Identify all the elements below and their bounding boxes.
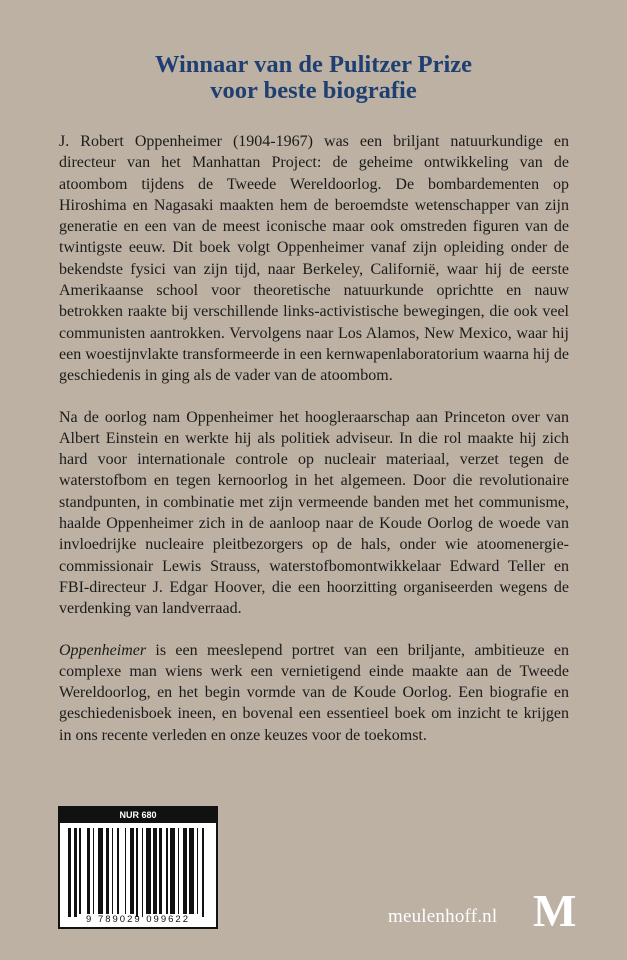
book-title-italic: Oppenheimer xyxy=(59,641,147,659)
barcode-bar xyxy=(136,828,138,917)
isbn-barcode xyxy=(58,806,218,929)
barcode-bar xyxy=(178,828,180,914)
barcode-bar xyxy=(106,828,109,914)
barcode-bar xyxy=(125,828,127,914)
barcode-bar xyxy=(170,828,175,914)
barcode-bar xyxy=(74,828,77,917)
barcode-bar xyxy=(183,828,186,914)
barcode-bar xyxy=(117,828,119,914)
barcode-bar xyxy=(159,828,162,914)
nur-code: NUR 680 xyxy=(60,808,216,823)
barcode-bar xyxy=(146,828,151,914)
barcode-bar xyxy=(68,828,71,917)
barcode-bar xyxy=(87,828,90,914)
publisher-website: meulenhoff.nl xyxy=(388,906,498,927)
blurb-paragraph-2: Na de oorlog nam Oppenheimer het hoogleraarschap aan Princeton over van Albert Einstein en werkte hij als politiek adviseur. In die rol maakte hij zich hard voor internationale controle op nucleair materiaal, verzet tegen de waterstofbom en tegen kernoorlog in het algemeen. Door die revolutionaire standpunten, in combinatie met zijn vermeende banden met het communisme, haalde Oppenheimer zich in de aanloop naar de Koude Oorlog de woede van invloedrijke nucleaire pleitbezorgers op de hals, onder wie atoomenergie-commissionair Lewis Strauss, waterstofbomontwikkelaar Edward Teller en FBI-directeur J. Edgar Hoover, die een hoorzitting organiseerden wegens de verdenking van landverraad. xyxy=(59,408,569,618)
barcode-bar xyxy=(197,828,199,914)
barcode-bar xyxy=(112,828,114,914)
blurb xyxy=(59,131,569,746)
barcode-bar xyxy=(98,828,103,914)
headline-line-1: Winnaar van de Pulitzer Prize xyxy=(154,51,473,78)
barcode-bar xyxy=(202,828,204,917)
headline-line-2: voor beste biografie xyxy=(210,77,417,104)
barcode-bar xyxy=(79,828,81,914)
barcode-bar xyxy=(130,828,133,914)
barcode-bar xyxy=(189,828,194,914)
blurb-paragraph-3-text: is een meeslepend portret van een briljante, ambitieuze en complexe man wiens werk een vernietigend einde maakte aan de Tweede Wereldoorlog, en het begin vormde van de Koude Oorlog. Een biografie en geschiedenisboek ineen, en bovenal een essentieel boek om inzicht te krijgen in ons recente verleden en onze keuzes voor de toekomst. xyxy=(59,641,569,744)
isbn-digits: 9 789029 099622 xyxy=(86,914,190,925)
barcode-bar xyxy=(142,828,144,917)
barcode-bar xyxy=(153,828,156,914)
blurb-paragraph-1: J. Robert Oppenheimer (1904-1967) was een briljant natuurkundige en directeur van het Manhattan Project: de geheime ontwikkeling van de atoombom tijdens de Tweede Wereldoorlog. De bombardementen op Hiroshima en Nagasaki maakten hem de beroemdste wetenschapper van zijn generatie en een van de meest iconische maar ook omstreden figuren van de twintigste eeuw. Dit boek volgt Oppenheimer vanaf zijn opleiding onder de bekendste fysici van zijn tijd, naar Berkeley, Californië, waar hij de eerste Amerikaanse school voor theoretische natuurkunde oprichtte en nauw betrokken raakte bij verschillende links-activistische bewegingen, die ook veel communisten aantrokken. Vervolgens naar Los Alamos, New Mexico, waar hij een woestijnvlakte transformeerde in een kernwapenlaboratorium waarna hij de geschiedenis in ging als de vader van de atoombom. xyxy=(59,133,570,385)
publisher-logo: M xyxy=(533,885,577,936)
barcode-bars xyxy=(68,828,208,914)
barcode-bar xyxy=(166,828,168,914)
barcode-bar xyxy=(93,828,95,914)
blurb-paragraph-3 xyxy=(59,640,569,746)
headline xyxy=(0,52,627,104)
